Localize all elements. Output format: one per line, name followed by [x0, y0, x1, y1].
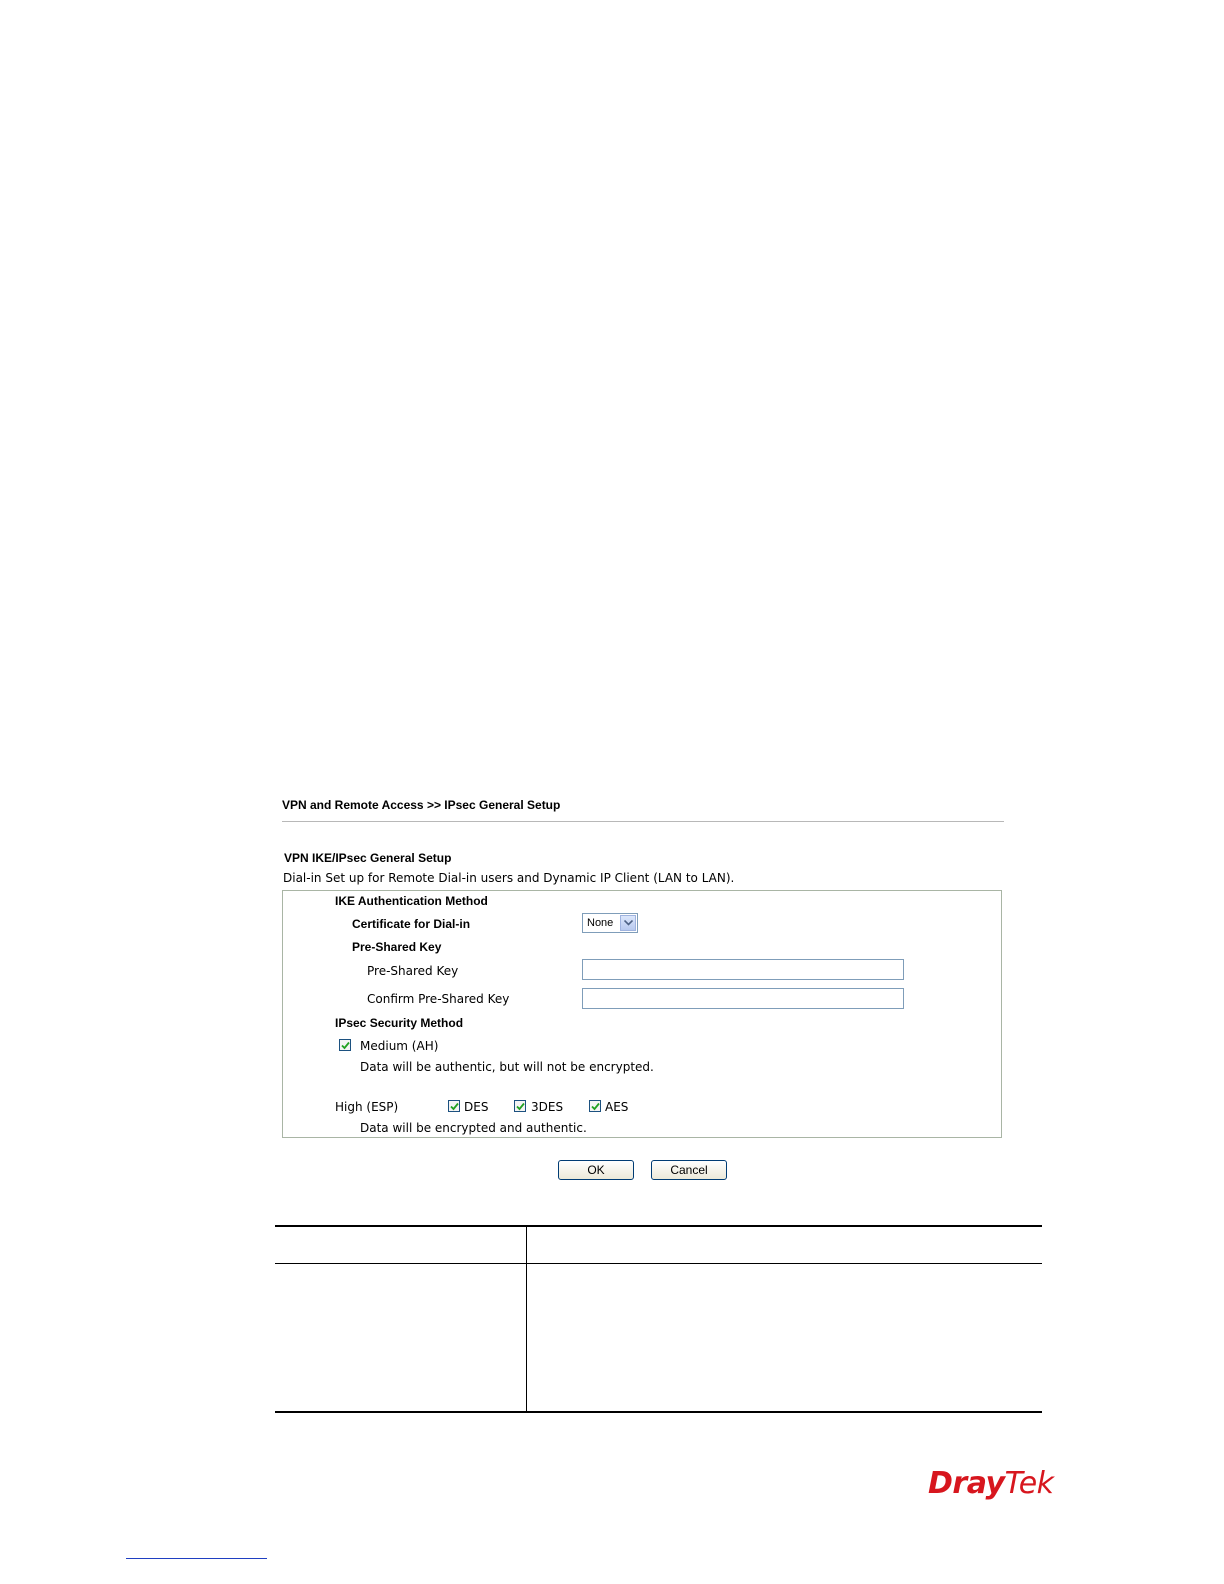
medium-ah-label: Medium (AH) [360, 1039, 439, 1053]
certificate-select[interactable] [582, 913, 638, 933]
footer-link-underline[interactable] [126, 1558, 267, 1559]
aes-label: AES [605, 1100, 629, 1114]
psk-label: Pre-Shared Key [367, 964, 459, 978]
logo-dray: Dray [928, 1466, 1005, 1501]
chevron-down-icon[interactable] [620, 915, 636, 931]
psk-heading: Pre-Shared Key [352, 940, 442, 954]
draytek-logo [928, 1466, 1054, 1501]
section-subtitle: Dial-in Set up for Remote Dial-in users and Dynamic IP Client (LAN to LAN). [283, 871, 735, 885]
psk-input[interactable] [582, 959, 904, 980]
certificate-select-value: None [587, 917, 614, 929]
checkmark-icon [450, 1102, 459, 1111]
des-label: DES [464, 1100, 489, 1114]
logo-tek: Tek [1004, 1466, 1054, 1501]
breadcrumb: VPN and Remote Access >> IPsec General Setup [282, 798, 561, 812]
high-esp-description: Data will be encrypted and authentic. [360, 1121, 587, 1135]
ok-button[interactable]: OK [558, 1160, 634, 1180]
confirm-psk-input[interactable] [582, 988, 904, 1009]
table-bottom-rule [275, 1411, 1042, 1413]
medium-ah-description: Data will be authentic, but will not be encrypted. [360, 1060, 654, 1074]
ipsec-method-heading: IPsec Security Method [335, 1016, 464, 1030]
breadcrumb-divider [282, 821, 1004, 822]
checkmark-icon [591, 1102, 600, 1111]
des-checkbox[interactable] [448, 1100, 460, 1112]
high-esp-label: High (ESP) [335, 1100, 399, 1114]
table-column-divider [526, 1227, 527, 1412]
checkmark-icon [516, 1102, 525, 1111]
confirm-psk-label: Confirm Pre-Shared Key [367, 992, 510, 1006]
checkmark-icon [341, 1041, 350, 1050]
3des-label: 3DES [531, 1100, 564, 1114]
medium-ah-checkbox[interactable] [339, 1039, 351, 1051]
aes-checkbox[interactable] [589, 1100, 601, 1112]
table-header-rule [275, 1263, 1042, 1264]
ike-auth-heading: IKE Authentication Method [335, 894, 488, 908]
cancel-button[interactable]: Cancel [651, 1160, 727, 1180]
table-top-rule [275, 1225, 1042, 1227]
certificate-label: Certificate for Dial-in [352, 917, 471, 931]
section-title: VPN IKE/IPsec General Setup [284, 851, 452, 865]
3des-checkbox[interactable] [514, 1100, 526, 1112]
